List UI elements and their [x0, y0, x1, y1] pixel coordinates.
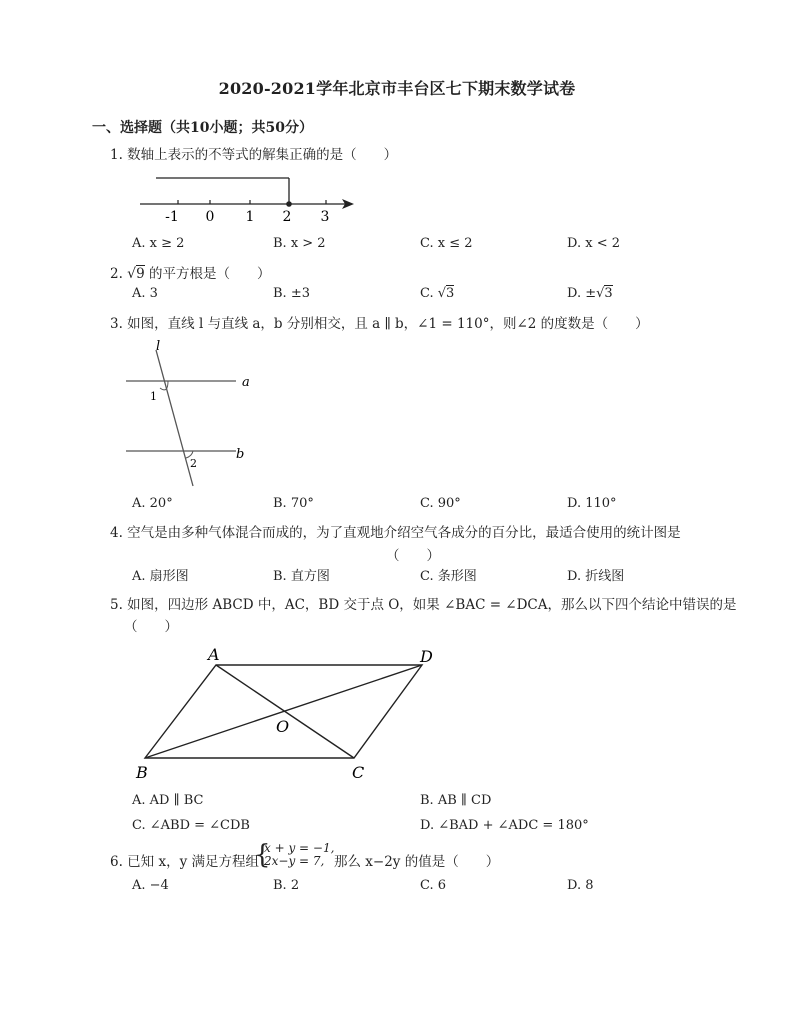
vertex-c: C — [352, 763, 365, 782]
label-2: 2 — [190, 457, 197, 470]
q1-option-d: D. x < 2 — [567, 236, 620, 251]
sqrt-icon: √ — [596, 286, 605, 301]
q4-answer-blank: （ ） — [386, 548, 440, 564]
q3-option-c: C. 90° — [420, 496, 461, 511]
question-6-stem-post: 那么 x−2y 的值是（ ） — [334, 854, 500, 870]
q6-option-b: B. 2 — [273, 878, 300, 893]
q5-answer-blank: （ ） — [124, 619, 178, 635]
q2-option-b: B. ±3 — [273, 286, 310, 301]
tick-label: 1 — [245, 209, 255, 225]
q4-option-a: A. 扇形图 — [132, 569, 189, 584]
q6-option-d: D. 8 — [567, 878, 594, 893]
section-heading: 一、选择题（共10小题；共50分） — [92, 120, 313, 136]
q4-option-c: C. 条形图 — [420, 569, 477, 584]
q6-option-c: C. 6 — [420, 878, 447, 893]
question-4-stem: 4. 空气是由多种气体混合而成的，为了直观地介绍空气各成分的百分比，最适合使用的统计图是 — [110, 525, 681, 541]
question-2-stem — [110, 262, 270, 282]
sqrt-icon: √ — [127, 266, 137, 282]
q2-option-c-label: C. — [420, 286, 438, 301]
parallel-lines-figure — [118, 336, 258, 492]
label-l: l — [156, 339, 161, 354]
q2-option-a: A. 3 — [132, 286, 158, 301]
question-3-stem: 3. 如图，直线 l 与直线 a，b 分别相交，且 a ∥ b，∠1 = 110°，则∠2 的度数是（ ） — [110, 316, 649, 332]
transversal-l — [156, 350, 193, 486]
vertex-b: B — [136, 763, 148, 782]
q1-option-b: B. x > 2 — [273, 236, 326, 251]
q3-option-a: A. 20° — [132, 496, 173, 511]
label-a: a — [242, 375, 250, 390]
sqrt-icon: √ — [437, 286, 447, 301]
q1-option-a: A. x ≥ 2 — [132, 236, 185, 251]
q3-option-d: D. 110° — [567, 496, 617, 511]
q2-option-d-label: D. ± — [567, 286, 597, 301]
tick-label: 2 — [282, 209, 292, 225]
tick-label: 0 — [205, 209, 215, 225]
q5-option-d: D. ∠BAD + ∠ADC = 180° — [420, 818, 589, 833]
label-1: 1 — [150, 390, 157, 403]
label-b: b — [236, 447, 245, 462]
tick-label: -1 — [165, 209, 179, 225]
question-6-stem-pre: 6. 已知 x，y 满足方程组 — [110, 854, 259, 870]
q6-option-a: A. −4 — [132, 878, 169, 893]
tick-label: 3 — [320, 209, 330, 225]
angle-1-arc — [160, 381, 168, 390]
vertex-a: A — [208, 645, 220, 664]
point-o: O — [276, 717, 290, 736]
equation-1: x + y = −1, — [264, 841, 335, 855]
quadrilateral-figure — [128, 640, 448, 785]
equation-system — [264, 842, 334, 868]
q2-option-d — [567, 286, 613, 301]
q1-option-c: C. x ≤ 2 — [420, 236, 473, 251]
q5-option-c: C. ∠ABD = ∠CDB — [132, 818, 250, 833]
q4-option-b: B. 直方图 — [273, 569, 330, 584]
solid-endpoint-dot — [286, 201, 292, 207]
radicand: 9 — [136, 266, 145, 282]
vertex-d: D — [420, 647, 433, 666]
q2-option-c — [420, 286, 454, 301]
number-line-figure — [130, 166, 370, 226]
q2-number: 2. — [110, 266, 128, 282]
q5-option-a: A. AD ∥ BC — [132, 793, 204, 808]
brace-icon: { — [254, 840, 271, 870]
q4-option-d: D. 折线图 — [567, 569, 625, 584]
diagonal-bd — [145, 665, 422, 758]
q2-stem-text: 的平方根是（ ） — [144, 266, 271, 282]
question-1-stem: 1. 数轴上表示的不等式的解集正确的是（ ） — [110, 147, 398, 163]
q3-option-b: B. 70° — [273, 496, 314, 511]
equation-2: 2x−y = 7, — [264, 854, 325, 868]
page-title: 2020-2021学年北京市丰台区七下期末数学试卷 — [218, 79, 576, 98]
q5-option-b: B. AB ∥ CD — [420, 793, 492, 808]
radicand: 3 — [446, 286, 455, 301]
question-5-stem: 5. 如图，四边形 ABCD 中，AC，BD 交于点 O，如果 ∠BAC = ∠DCA，那么以下四个结论中错误的是 — [110, 597, 737, 613]
radicand: 3 — [604, 286, 613, 301]
